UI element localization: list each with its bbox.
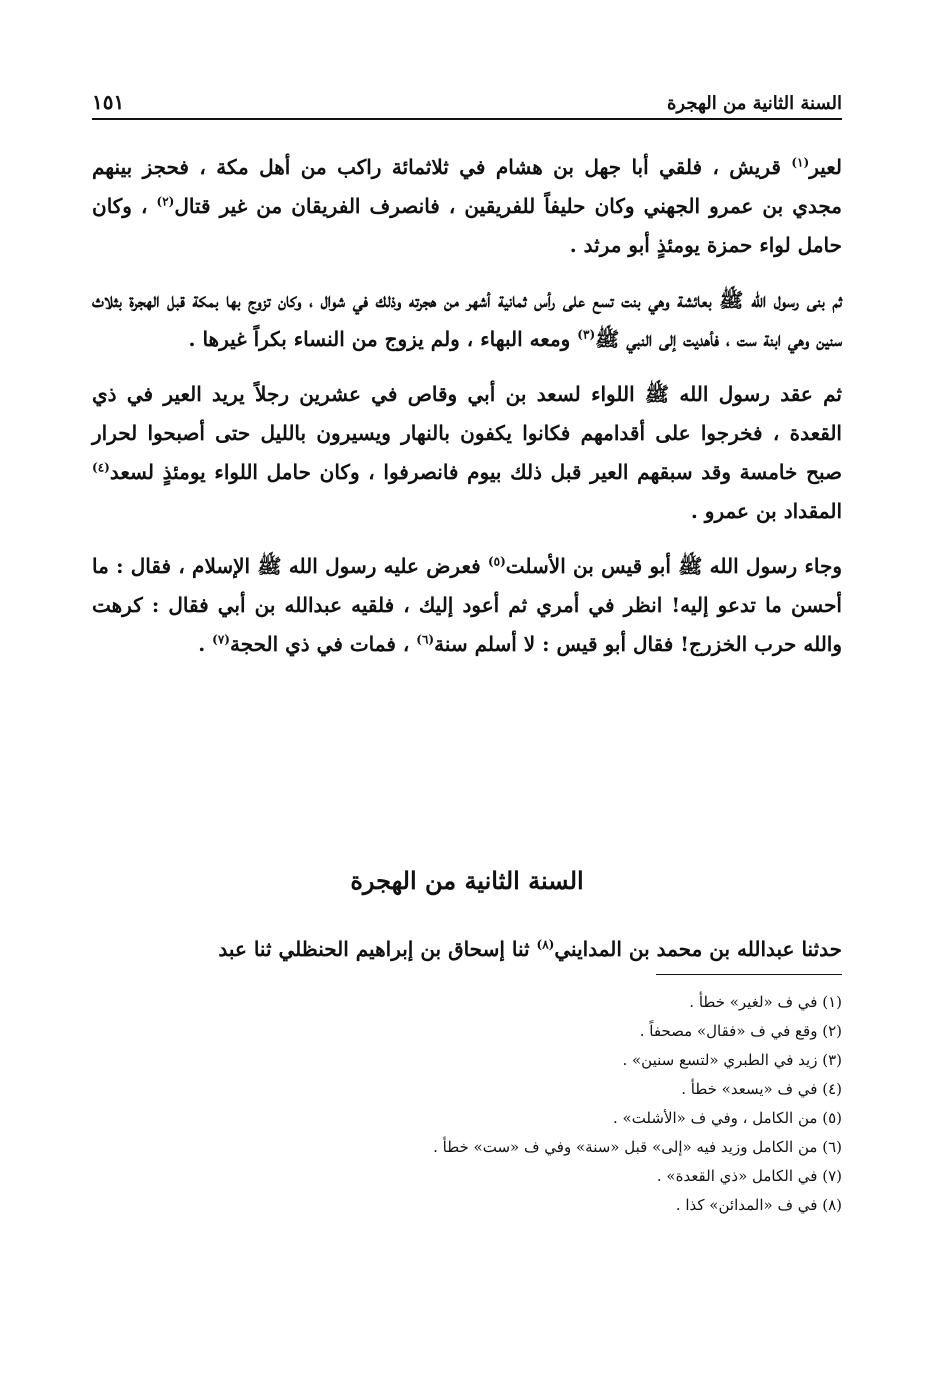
section-heading: السنة الثانية من الهجرة (350, 866, 584, 895)
footnote-ref: (٦) (416, 632, 435, 647)
text-run: فعرض عليه رسول الله ﷺ الإسلام ، فقال : ما أحسن ما تدعو إليه! انظر في أمري ثم أعود إليك ، فلقيه عبدالله بن أبي فقال : كرهت والله حرب الخزرج! فقال أبو قيس : لا أسلم سنة (92, 554, 842, 656)
footnote-ref: (٤) (92, 460, 110, 475)
footnote-ref: (٣) (577, 327, 596, 342)
footnote: (٤) في ف «يسعد» خطأ . (681, 1080, 842, 1098)
page-number: ١٥١ (92, 90, 125, 114)
footnote: (٦) من الكامل وزيد فيه «إلى» قبل «سنة» وفي ف «ست» خطأ . (433, 1138, 842, 1156)
footnote: (٢) وقع في ف «فقال» مصحفاً . (639, 1022, 842, 1040)
footnote-ref: (٧) (212, 632, 230, 647)
footnote: (٥) من الكامل ، وفي ف «الأشلت» . (612, 1109, 842, 1127)
paragraph-2 (92, 281, 842, 359)
text-run: لعير (809, 155, 842, 179)
footnote-divider (656, 974, 842, 975)
text-run: ثم عقد رسول الله ﷺ اللواء لسعد بن أبي وقاص في عشرين رجلاً يريد العير في ذي القعدة ، فخرجوا على أقدامهم فكانوا يكفون بالنهار ويسيرون بالليل حتى أصبحوا لحرار صبح خامسة وقد سبقهم العير قبل ذلك بيوم فانصرفوا ، وكان حامل اللواء يومئذٍ لسعد (92, 382, 842, 484)
footnote: (٣) زيد في الطبري «لتسع سنين» . (622, 1051, 842, 1069)
footnote: (٨) في ف «المدائن» كذا . (675, 1196, 842, 1214)
footnote-ref: (٨) (536, 937, 555, 952)
paragraph-3 (92, 375, 842, 531)
text-run: قريش ، فلقي أبا جهل بن هشام في ثلاثمائة راكب من أهل مكة ، فحجز بينهم مجدي بن عمرو الجهني وكان حليفاً للفريقين ، فانصرف الفريقان من غير قتال (92, 155, 842, 218)
text-run: وجاء رسول الله ﷺ أبو قيس بن الأسلت (505, 554, 842, 578)
body-text (92, 148, 842, 680)
text-run: ثم بنى رسول الله ﷺ بعائشة وهي بنت تسع على رأس ثمانية أشهر من هجرته وذلك في شوال ، وكان تزوج بها بمكة قبل الهجرة بثلاث سنين وهي ابنة ست ، فأهديت إلى النبي ﷺ (92, 288, 842, 351)
text-run: . (198, 632, 213, 656)
text-run: ثنا إسحاق بن إبراهيم الحنظلي ثنا عبد (218, 937, 537, 961)
footnote-ref: (٢) (156, 194, 175, 209)
text-run: حدثنا عبدالله بن محمد بن المدايني (554, 937, 842, 961)
running-title: السنة الثانية من الهجرة (666, 93, 842, 114)
paragraph-4 (92, 547, 842, 664)
text-run: ، وكان حامل لواء حمزة يومئذٍ أبو مرثد . (92, 194, 842, 257)
footnote-ref: (٥) (487, 554, 506, 569)
text-run: المقداد بن عمرو . (690, 499, 842, 523)
closing-line (92, 930, 842, 969)
text-run: ، فمات في ذي الحجة (229, 632, 417, 656)
footnotes-list (92, 988, 842, 1220)
text-run: ومعه البهاء ، ولم يزوج من النساء بكراً غيرها . (188, 327, 578, 351)
footnote: (١) في ف «لغير» خطأ . (689, 993, 842, 1011)
footnote: (٧) في الكامل «ذي القعدة» . (656, 1167, 842, 1185)
footnote-ref: (١) (791, 155, 810, 170)
page-header (92, 84, 842, 120)
paragraph-1 (92, 148, 842, 265)
